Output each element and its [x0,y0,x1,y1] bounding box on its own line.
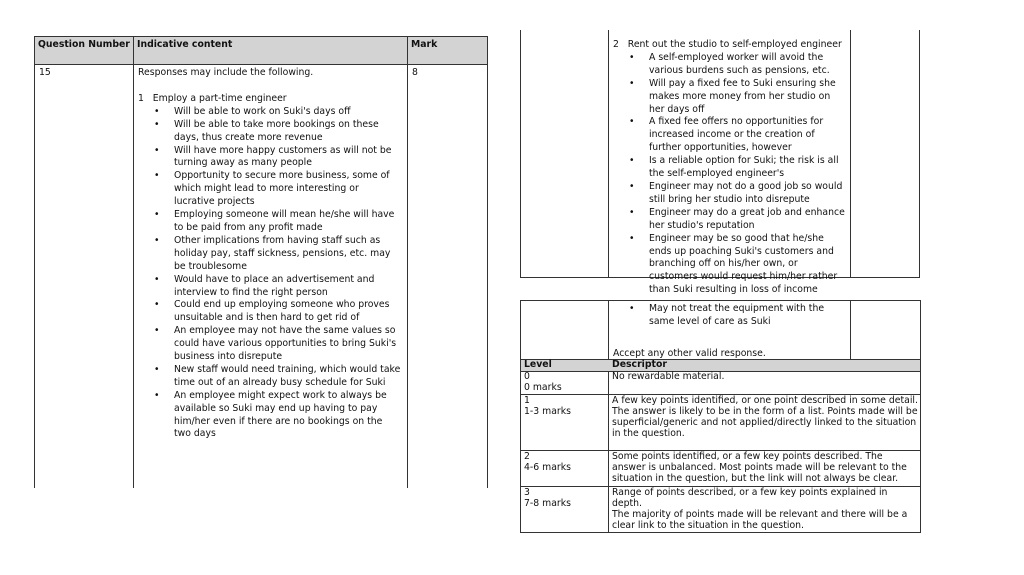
mark-scheme-table-right-top [520,30,920,296]
list-item: • Will pay a fixed fee to Suki ensuring she makes more money from her studio on her days off [649,78,845,117]
header-level: Level [524,359,552,370]
descriptor-text: A few key points identified, or one point described in some detail. [612,395,918,406]
accept-text: Accept any other valid response. [613,348,766,359]
list-item: • An employee might expect work to always be available so Suki may end up having to pay him/her even if there are no bookings on the two days [174,390,402,442]
level-3 [524,487,571,509]
level-1 [524,395,571,417]
option-2-points [613,52,845,297]
level-marks: 4-6 marks [524,462,571,473]
level-marks: 7-8 marks [524,498,571,509]
level-number: 1 [524,395,530,406]
levels-table [520,300,921,533]
level-1-descriptor [612,395,918,439]
option-2-content [609,37,849,299]
list-item: • Would have to place an advertisement and interview to find the right person [174,274,402,300]
list-item: • Engineer may not do a good job so would still bring her studio into disrepute [649,181,845,207]
option-2-title: 2 Rent out the studio to self-employed engineer [613,39,842,50]
question-number: 15 [39,67,51,78]
descriptor-text: The answer is likely to be in the form of a list. Points made will be superficial/generic and not applied/directly linked to the situation in the question. [612,406,918,439]
mark-scheme-table-left [34,36,488,488]
level-marks: 1-3 marks [524,406,571,417]
list-item: • An employee may not have the same values so could have various opportunities to bring Suki's business into disrepute [174,325,402,364]
descriptor-text: No rewardable material. [612,371,725,382]
list-item: • Opportunity to secure more business, some of which might lead to more interesting or lucrative projects [174,170,402,209]
continued-point [609,301,849,331]
level-marks: 0 marks [524,382,562,393]
mark-value: 8 [412,67,418,78]
level-3-descriptor [612,487,918,531]
list-item: • Other implications from having staff such as holiday pay, staff sickness, pensions, etc. may be troublesome [174,235,402,274]
header-indicative-content: Indicative content [134,37,407,64]
list-item: • Will have more happy customers as will not be turning away as many people [174,145,402,171]
descriptor-text: The majority of points made will be relevant and there will be a clear link to the situation in the question. [612,509,908,531]
list-item: • Engineer may be so good that he/she ends up poaching Suki's customers and branching off on his/her own, or customers would request him/her rather than Suki resulting in loss of income [649,233,845,298]
list-item: • Is a reliable option for Suki; the risk is all the self-employed engineer's [649,155,845,181]
intro-text: Responses may include the following. [138,67,314,78]
level-number: 0 [524,371,530,382]
header-mark: Mark [408,37,487,64]
list-item: • Engineer may do a great job and enhance her studio's reputation [649,207,845,233]
descriptor-text: Some points identified, or a few key points described. The answer is unbalanced. Most points made will be relevant to the situation in the question, but the link will not always be clear. [612,451,907,484]
option-1-title: 1 Employ a part-time engineer [138,92,287,104]
list-item: • May not treat the equipment with the same level of care as Suki [649,303,845,329]
list-item: • A fixed fee offers no opportunities for increased income or the creation of further opportunities, however [649,116,845,155]
level-0-descriptor [612,371,918,382]
level-2-descriptor [612,451,918,484]
level-number: 3 [524,487,530,498]
list-item: • A self-employed worker will avoid the various burdens such as pensions, etc. [649,52,845,78]
list-item: • New staff would need training, which would take time out of an already busy schedule for Suki [174,364,402,390]
header-descriptor: Descriptor [612,359,667,370]
option-1-points [138,106,402,442]
levels-header-bg [521,360,920,371]
list-item: • Will be able to work on Suki's days off [174,106,402,119]
list-item: • Will be able to take more bookings on these days, thus create more revenue [174,119,402,145]
list-item: • Employing someone will mean he/she will have to be paid from any profit made [174,209,402,235]
descriptor-text: Range of points described, or a few key points explained in depth. [612,487,888,509]
list-item: • Could end up employing someone who proves unsuitable and is then hard to get rid of [174,299,402,325]
header-question-number: Question Number [35,37,133,64]
level-0 [524,371,562,393]
level-number: 2 [524,451,530,462]
indicative-content-body [134,65,406,443]
level-2 [524,451,571,473]
